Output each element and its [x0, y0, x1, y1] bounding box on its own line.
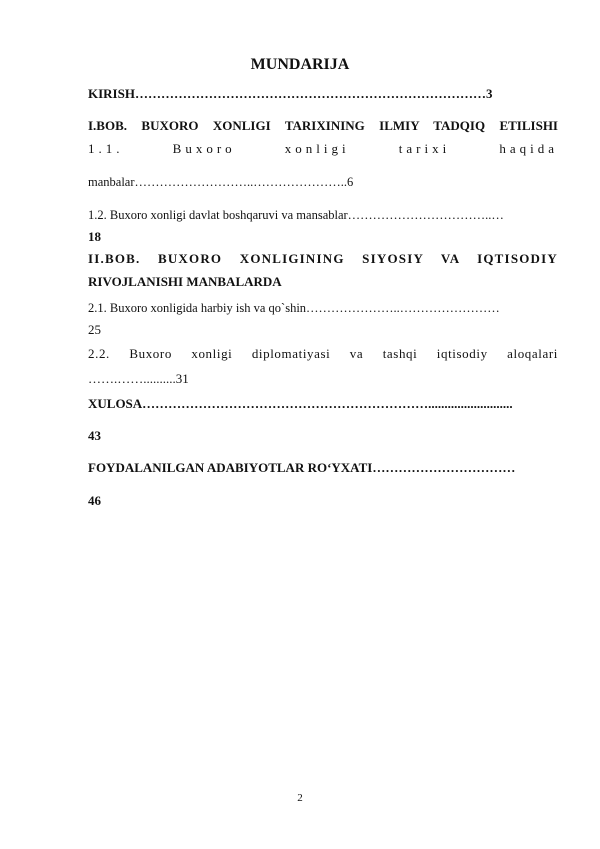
toc-section-2-1-page: 25: [88, 322, 101, 337]
toc-section-1-2: 1.2. Buxoro xonligi davlat boshqaruvi va mansablar……………………………..…: [88, 208, 504, 222]
toc-entry-xulosa-page: 43: [88, 428, 101, 443]
toc-chapter-2-cont: RIVOJLANISHI MANBALARDA: [88, 274, 282, 289]
toc-section-2-1: 2.1. Buxoro xonligida harbiy ish va qo`shin…………………..……………………: [88, 301, 500, 315]
toc-entry-kirish: KIRISH………………………………………………………………………3: [88, 86, 493, 101]
page-number: 2: [297, 792, 303, 804]
toc-entry-references: FOYDALANILGAN ADABIYOTLAR RO‘YXATI……………………………: [88, 460, 516, 475]
toc-entry-references-page: 46: [88, 493, 101, 508]
toc-section-1-1-cont: manbalar………………………..…………………..6: [88, 175, 354, 189]
toc-section-1-1: 1.1. Buxoro xonligi tarixi haqida: [88, 141, 558, 156]
toc-section-1-2-page: 18: [88, 229, 101, 244]
toc-entry-xulosa: XULOSA…………………………………………………………..........................: [88, 396, 513, 411]
toc-section-2-2: 2.2. Buxoro xonligi diplomatiyasi va tashqi iqtisodiy aloqalari: [88, 346, 558, 361]
toc-chapter-1: I.BOB. BUXORO XONLIGI TARIXINING ILMIY TADQIQ ETILISHI: [88, 118, 558, 133]
page-title: MUNDARIJA: [250, 56, 350, 73]
toc-section-2-2-cont: …….……..........31: [88, 371, 189, 386]
toc-chapter-2: II.BOB. BUXORO XONLIGINING SIYOSIY VA IQTISODIY: [88, 251, 558, 266]
